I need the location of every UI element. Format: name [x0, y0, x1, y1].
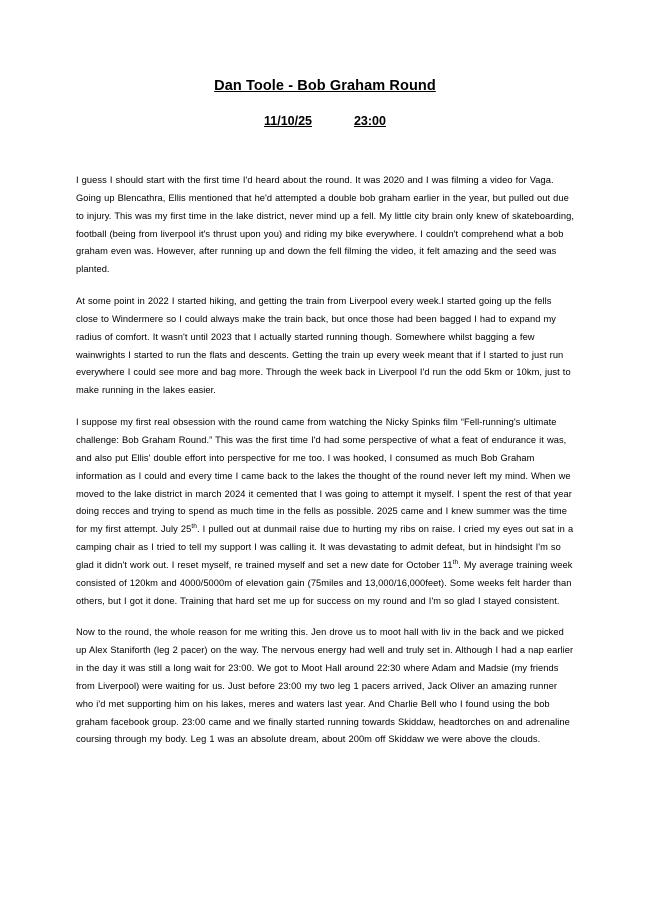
paragraph: I guess I should start with the first time I'd heard about the round. It was 2020 and I was filming a video for Vaga. Going up Blencathra, Ellis mentioned that he'd attempted a double bob graham earlier in the year, but pulled out due to injury. This was my first time in the lake district, never mind up a fell. My little city brain only knew of skateboarding, football (being from liverpool it's thrust upon you) and riding my bike everywhere. I couldn't comprehend what a bob graham even was. However, after running up and down the fell filming the video, it felt amazing and the seed was planted. — [76, 175, 574, 275]
document-datetime — [76, 114, 574, 128]
document-time: 23:00 — [353, 114, 386, 128]
paragraph: At some point in 2022 I started hiking, and getting the train from Liverpool every week.I started going up the fells close to Windermere so I could always make the train back, but once those had been bagged I had to expand my radius of comfort. It wasn't until 2023 that I actually started running though. Somewhere whilst bagging a few wainwrights I started to run the flats and descents. Getting the train up every week meant that if I started to just run everywhere I could see more and bag more. Through the week back in Liverpool I'd run the odd 5km or 10km, just to make running in the lakes easier. — [76, 296, 571, 396]
paragraph: Now to the round, the whole reason for me writing this. Jen drove us to moot hall with liv in the back and we picked up Alex Staniforth (leg 2 pacer) on the way. The nervous energy had well and truly set in. Although I had a nap earlier in the day it was still a long wait for 23:00. We got to Moot Hall around 22:30 where Adam and Madsie (my friends from Liverpool) were waiting for us. Just before 23:00 my two leg 1 pacers arrived, Jack Oliver an amazing runner who i'd met supporting him on his lakes, meres and waters last year. And Charlie Bell who I found using the bob graham facebook group. 23:00 came and we finally started running towards Skiddaw, headtorches on and adrenaline coursing through my body. Leg 1 was an absolute dream, about 200m off Skiddaw we were above the clouds. — [76, 627, 574, 745]
document-body — [76, 172, 574, 749]
page-title: Dan Toole - Bob Graham Round — [214, 78, 436, 94]
paragraph: I suppose my first real obsession with the round came from watching the Nicky Spinks film “Fell-running's ultimate challenge: Bob Graham Round.” This was the first time I'd had some perspective of what a feat of endurance it was, and also put Ellis' double effort into perspective for me too. I was hooked, I consumed as much Bob Graham information as I could and every time I came back to the lakes the thought of the round never left my mind. When we moved to the lake district in march 2024 it cemented that I was going to attempt it myself. I spent the rest of that year doing recces and trying to spend as much time in the fells as possible. 2025 came and I knew summer was the time for my first attempt. July 25th. I pulled out at dunmail raise due to hurting my ribs on raise. I cried my eyes out sat in a camping chair as I tried to tell my support I was calling it. It was devastating to admit defeat, but in hindsight I'm so glad it didn't work out. I reset myself, re trained myself and set a new date for October 11th. My average training week consisted of 120km and 4000/5000m of elevation gain (75miles and 13,000/16,000feet). Some weeks felt harder than others, but I got it done. Training that hard set me up for success on my round and I'm so glad I stayed consistent. — [76, 417, 574, 606]
document-date: 11/10/25 — [264, 114, 312, 128]
